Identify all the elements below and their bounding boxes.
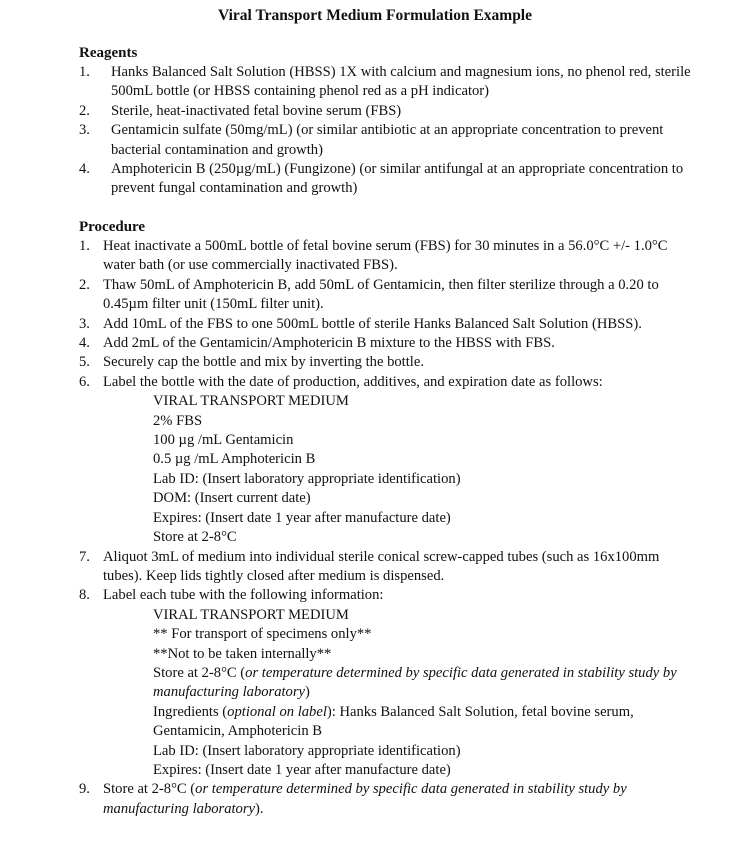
list-number: 6. xyxy=(79,373,90,390)
step-text: Label the bottle with the date of production, additives, and expiration date as follows: xyxy=(103,373,603,390)
ingredients-list: ): Hanks Balanced Salt Solution, fetal bovine serum, Gentamicin, Amphotericin B xyxy=(153,703,634,740)
list-number: 2. xyxy=(79,276,90,293)
procedure-step-2 xyxy=(79,276,699,315)
list-number: 5. xyxy=(79,354,90,371)
storage-text: Store at 2-8°C ( xyxy=(153,664,246,681)
reagent-item-1 xyxy=(79,63,699,102)
tube-label-block xyxy=(103,606,699,781)
label-line: 2% FBS xyxy=(153,412,203,429)
list-number: 1. xyxy=(79,238,90,254)
procedure-heading: Procedure xyxy=(79,219,146,235)
step-text: Add 2mL of the Gentamicin/Amphotericin B mixture to the HBSS with FBS. xyxy=(103,335,555,352)
list-number: 1. xyxy=(79,64,90,80)
ingredients-prefix: Ingredients ( xyxy=(153,703,228,720)
step-text: Securely cap the bottle and mix by inverting the bottle. xyxy=(103,354,424,371)
label-line-ingredients xyxy=(153,703,699,742)
step-text: Add 10mL of the FBS to one 500mL bottle of sterile Hanks Balanced Salt Solution (HBSS). xyxy=(103,315,642,332)
document-title: Viral Transport Medium Formulation Example xyxy=(217,7,532,24)
reagent-text: Sterile, heat-inactivated fetal bovine serum (FBS) xyxy=(111,102,402,119)
procedure-step-3 xyxy=(79,315,699,334)
list-number: 3. xyxy=(79,315,90,332)
step-text: Heat inactivate a 500mL bottle of fetal bovine serum (FBS) for 30 minutes in a 56.0°C +/- 1.0°C water bath (or use commercially inactivated FBS). xyxy=(103,238,668,274)
label-line: VIRAL TRANSPORT MEDIUM xyxy=(153,393,349,410)
storage-close: ) xyxy=(305,684,310,701)
reagents-heading: Reagents xyxy=(79,45,138,61)
label-line: VIRAL TRANSPORT MEDIUM xyxy=(153,606,349,623)
label-line: ** For transport of specimens only** xyxy=(153,626,372,643)
step-note: or temperature determined by specific data generated in stability study by manufacturing laboratory xyxy=(103,781,627,817)
procedure-step-5 xyxy=(79,353,699,372)
label-line: 100 µg /mL Gentamicin xyxy=(153,432,294,449)
list-number: 4. xyxy=(79,335,90,352)
reagent-item-2 xyxy=(79,102,699,121)
procedure-step-8 xyxy=(79,586,699,780)
procedure-step-6 xyxy=(79,373,699,548)
procedure-step-4 xyxy=(79,334,699,353)
step-text: Store at 2-8°C ( xyxy=(103,781,196,798)
list-number: 9. xyxy=(79,781,90,798)
label-line: Expires: (Insert date 1 year after manufacture date) xyxy=(153,509,451,526)
list-number: 3. xyxy=(79,122,90,139)
label-line: **Not to be taken internally** xyxy=(153,645,332,662)
storage-note: or temperature determined by specific data generated in stability study by manufacturing laboratory xyxy=(153,664,677,701)
label-line: Expires: (Insert date 1 year after manufacture date) xyxy=(153,761,451,778)
label-line: 0.5 µg /mL Amphotericin B xyxy=(153,451,316,468)
label-line: Store at 2-8°C xyxy=(153,529,237,546)
procedure-list xyxy=(79,237,699,819)
reagent-text: Gentamicin sulfate (50mg/mL) (or similar antibiotic at an appropriate concentration to prevent bacterial contamination and growth) xyxy=(111,122,664,158)
label-line: Lab ID: (Insert laboratory appropriate identification) xyxy=(153,742,461,759)
step-text-end: ). xyxy=(255,800,264,817)
list-number: 8. xyxy=(79,587,90,604)
procedure-step-7 xyxy=(79,548,699,587)
procedure-step-9 xyxy=(79,780,699,819)
list-number: 2. xyxy=(79,102,90,119)
reagent-item-3 xyxy=(79,121,699,160)
reagent-item-4 xyxy=(79,160,699,199)
ingredients-note: optional on label xyxy=(227,703,327,720)
list-number: 4. xyxy=(79,161,90,178)
list-number: 7. xyxy=(79,548,90,565)
label-line: DOM: (Insert current date) xyxy=(153,490,311,507)
reagents-list xyxy=(79,63,699,199)
bottle-label-block xyxy=(103,392,699,547)
reagent-text: Hanks Balanced Salt Solution (HBSS) 1X with calcium and magnesium ions, no phenol red, sterile 500mL bottle (or HBSS containing phenol red as a pH indicator) xyxy=(111,64,691,100)
label-line-storage xyxy=(153,664,699,703)
step-text: Aliquot 3mL of medium into individual sterile conical screw-capped tubes (such as 16x100mm tubes). Keep lids tightly closed after medium is dispensed. xyxy=(103,548,660,584)
step-text: Label each tube with the following information: xyxy=(103,587,384,604)
procedure-step-1 xyxy=(79,237,699,276)
label-line: Lab ID: (Insert laboratory appropriate identification) xyxy=(153,470,461,487)
reagent-text: Amphotericin B (250µg/mL) (Fungizone) (or similar antifungal at an appropriate concentration to prevent fungal contamination and growth) xyxy=(111,161,684,197)
step-text: Thaw 50mL of Amphotericin B, add 50mL of Gentamicin, then filter sterilize through a 0.20 to 0.45µm filter unit (150mL filter unit). xyxy=(103,276,659,313)
